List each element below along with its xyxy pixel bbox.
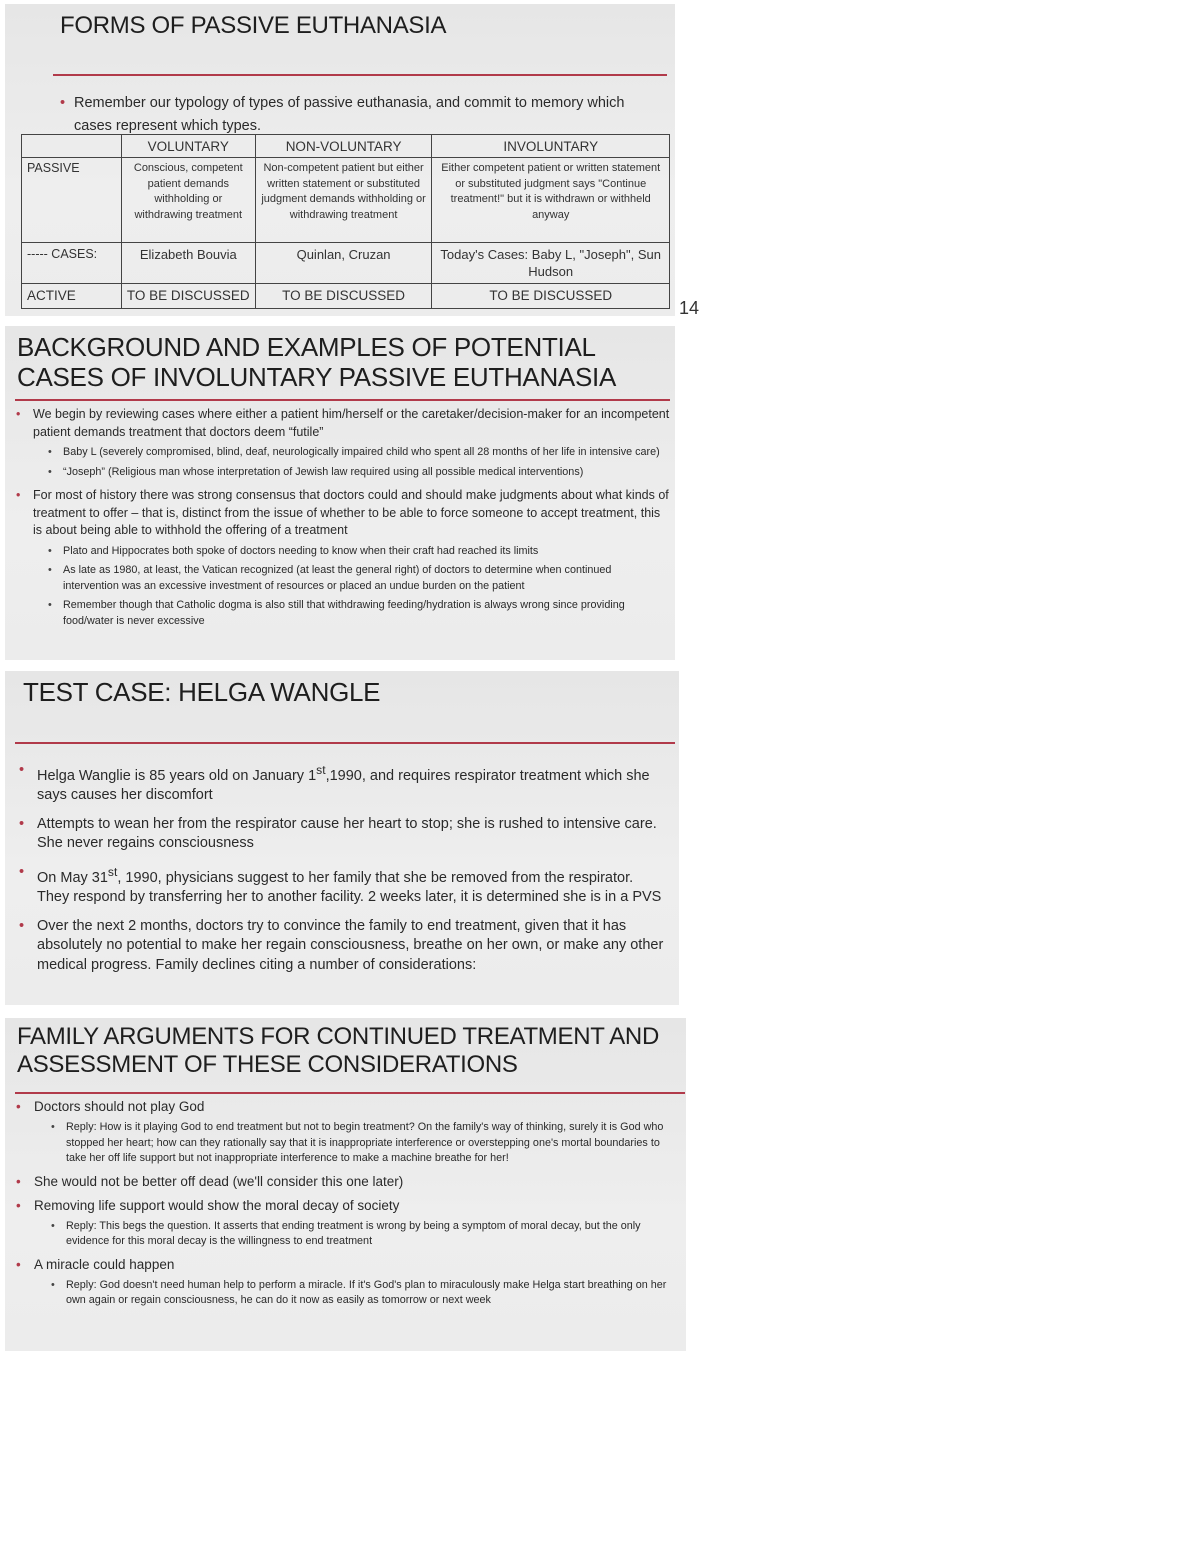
header-cell-involuntary: INVOLUNTARY xyxy=(432,135,670,158)
sub-bullet-list xyxy=(34,1219,680,1250)
bullet-text: , 1990, physicians suggest to her family that she be removed from the respirator. They respond by transferring her to another facility. 2 weeks later, it is determined she is in a PVS xyxy=(37,869,662,906)
slide-title-line: CASES OF INVOLUNTARY PASSIVE EUTHANASIA xyxy=(17,362,616,392)
slide-title: FORMS OF PASSIVE EUTHANASIA xyxy=(60,12,447,39)
bullet-list xyxy=(19,761,669,984)
bullet-item: • Remember our typology of types of passive euthanasia, and commit to memory which cases represent which types. xyxy=(60,92,660,138)
slide-family-arguments xyxy=(5,1018,686,1351)
bullet-item xyxy=(15,406,670,480)
slide-background-examples xyxy=(5,326,675,660)
table-cell: Quinlan, Cruzan xyxy=(255,243,432,284)
bullet-text: ,1990, and requires respirator treatment which she says causes her discomfort xyxy=(37,767,650,804)
table-cell: Elizabeth Bouvia xyxy=(121,243,255,284)
bullet-item xyxy=(19,863,669,908)
bullet-text: On May 31 xyxy=(37,869,108,886)
bullet-item xyxy=(15,1173,680,1191)
bullet-item xyxy=(15,1098,680,1167)
table-row xyxy=(22,158,670,243)
bullet-text: We begin by reviewing cases where either a patient him/herself or the caretaker/decision-maker for an incompetent patient demands treatment that doctors deem “futile” xyxy=(33,407,670,439)
table-cell: Today's Cases: Baby L, "Joseph", Sun Hudson xyxy=(432,243,670,284)
page-number: 14 xyxy=(679,298,700,318)
header-cell-non-voluntary: NON-VOLUNTARY xyxy=(255,135,432,158)
bullet-list xyxy=(15,406,670,636)
slide-title-line: BACKGROUND AND EXAMPLES OF POTENTIAL xyxy=(17,332,596,362)
bullet-list xyxy=(15,1098,680,1315)
bullet-text: A miracle could happen xyxy=(34,1256,175,1272)
bullet-list xyxy=(60,92,660,138)
sub-bullet-item: • Reply: God doesn't need human help to perform a miracle. If it's God's plan to miraculously make Helga start breathing on her own again or regain consciousness, he can do it now as easily as tomorrow or next week xyxy=(34,1278,680,1309)
bullet-item xyxy=(15,1256,680,1309)
sub-bullet-item: • Plato and Hippocrates both spoke of doctors needing to know when their craft had reached its limits xyxy=(33,544,670,560)
header-cell-voluntary: VOLUNTARY xyxy=(121,135,255,158)
title-divider xyxy=(15,742,675,744)
sub-bullet-list xyxy=(34,1278,680,1309)
sub-bullet-item: • Reply: This begs the question. It asserts that ending treatment is wrong by being a symptom of moral decay, but the only evidence for this moral decay is the willingness to end treatment xyxy=(34,1219,680,1250)
table-row xyxy=(22,243,670,284)
sub-bullet-item: • Reply: How is it playing God to end treatment but not to begin treatment? On the family's way of thinking, surely it is God who stopped her heart; how can they rationally say that it is inappropriate interference or overstepping one's mortal boundaries to take her off life support but not inappropriate interference to make a machine breathe for her! xyxy=(34,1120,680,1167)
superscript: st xyxy=(107,864,118,879)
sub-bullet-item: • “Joseph” (Religious man whose interpretation of Jewish law required using all possible medical interventions) xyxy=(33,465,670,481)
bullet-text: Helga Wanglie is 85 years old on January 1 xyxy=(37,767,317,784)
slide-forms-of-passive-euthanasia xyxy=(5,4,675,316)
row-header-cases: ----- CASES: xyxy=(22,243,122,284)
euthanasia-typology-table xyxy=(21,134,670,309)
title-divider xyxy=(53,74,667,76)
sub-bullet-item: • Baby L (severely compromised, blind, deaf, neurologically impaired child who spent all 28 months of her life in intensive care) xyxy=(33,445,670,461)
sub-bullet-list xyxy=(33,445,670,480)
slide-title xyxy=(17,1023,686,1079)
bullet-item xyxy=(15,487,670,629)
row-header-active: ACTIVE xyxy=(22,284,122,309)
slide-title-line: FAMILY ARGUMENTS FOR CONTINUED TREATMENT AND xyxy=(17,1023,659,1050)
slide-title xyxy=(17,332,667,392)
table-cell: TO BE DISCUSSED xyxy=(432,284,670,309)
table-row xyxy=(22,284,670,309)
slide-title: TEST CASE: HELGA WANGLE xyxy=(23,677,381,707)
table-cell: Either competent patient or written statement or substituted judgment says "Continue treatment!" but it is withdrawn or withheld anyway xyxy=(432,158,670,243)
slide-test-case-helga xyxy=(5,671,679,1005)
bullet-item: • Over the next 2 months, doctors try to convince the family to end treatment, given that it has absolutely no potential to make her regain consciousness, breathe on her own, or make any other medical progress. Family declines citing a number of considerations: xyxy=(19,917,669,976)
table-cell: Non-competent patient but either written statement or substituted judgment demands withholding or withdrawing treatment xyxy=(255,158,432,243)
bullet-text: Removing life support would show the moral decay of society xyxy=(34,1197,400,1213)
header-cell-empty xyxy=(22,135,122,158)
table-cell: Conscious, competent patient demands withholding or withdrawing treatment xyxy=(121,158,255,243)
title-divider xyxy=(15,399,670,401)
bullet-text: For most of history there was strong consensus that doctors could and should make judgments about what kinds of treatment to offer – that is, distinct from the issue of whether to be able to force someone to accept treatment, this is about being able to withhold the offering of a treatment xyxy=(33,488,669,537)
table-cell: TO BE DISCUSSED xyxy=(255,284,432,309)
superscript: st xyxy=(316,763,326,777)
bullet-item xyxy=(15,1197,680,1250)
bullet-item xyxy=(19,761,669,806)
sub-bullet-item: • Remember though that Catholic dogma is also still that withdrawing feeding/hydration is always wrong since providing food/water is never excessive xyxy=(33,598,670,629)
row-header-passive: PASSIVE xyxy=(22,158,122,243)
bullet-item: • Attempts to wean her from the respirator cause her heart to stop; she is rushed to intensive care. She never regains consciousness xyxy=(19,815,669,854)
bullet-text: She would not be better off dead (we'll consider this one later) xyxy=(34,1173,404,1189)
title-divider xyxy=(15,1092,685,1094)
bullet-text: Doctors should not play God xyxy=(34,1099,205,1114)
sub-bullet-item: • As late as 1980, at least, the Vatican recognized (at least the general right) of doctors to determine when continued intervention was an excessive investment of resources or placed an undue burden on the patient xyxy=(33,563,670,594)
sub-bullet-list xyxy=(33,544,670,630)
table-cell: TO BE DISCUSSED xyxy=(121,284,255,309)
slide-title-line: ASSESSMENT OF THESE CONSIDERATIONS xyxy=(17,1051,518,1078)
table-header-row xyxy=(22,135,670,158)
sub-bullet-list xyxy=(34,1120,680,1167)
